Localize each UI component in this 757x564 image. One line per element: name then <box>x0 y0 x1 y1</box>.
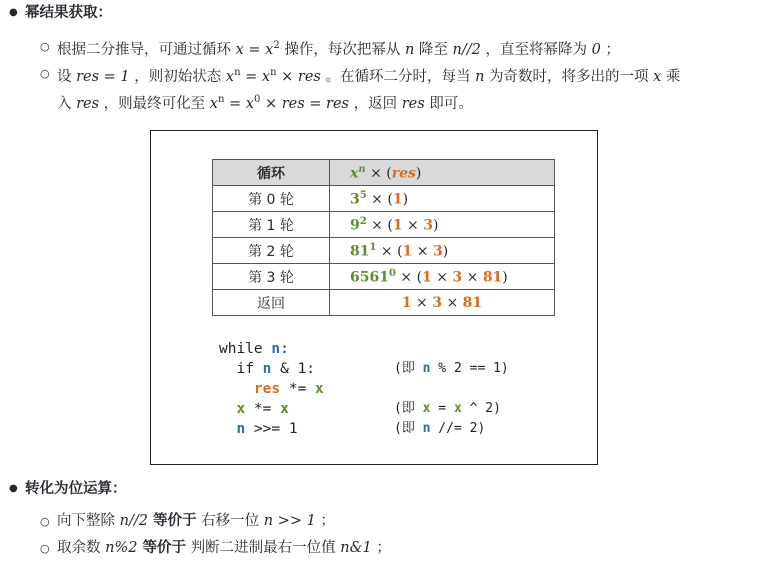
power-step-2-line-2 <box>57 90 473 114</box>
expr-op: × ( <box>376 243 403 260</box>
code-token: x <box>453 401 462 416</box>
code-token: = <box>430 401 454 416</box>
code-token: (即 <box>394 361 423 376</box>
expr-op: × <box>411 294 433 311</box>
round-expr <box>330 212 555 238</box>
round-label: 第 0 轮 <box>213 186 330 212</box>
hdr-res: res <box>391 165 416 182</box>
expr-factor: 81 <box>482 269 503 286</box>
text: 。在循环二分时，每当 <box>320 68 476 85</box>
expr-op: × <box>412 243 433 260</box>
code-token: ^ 2) <box>461 401 501 416</box>
math-part: × res <box>276 68 321 85</box>
text: ； <box>371 540 391 556</box>
text: 操作，每次把幂从 <box>279 41 405 58</box>
expr-factor: 3 <box>423 217 433 234</box>
code-token: x <box>236 401 246 417</box>
math: n >> 1 <box>263 513 316 529</box>
math-sup: 0 <box>253 94 261 105</box>
text: 乘 <box>661 68 681 85</box>
table-body <box>213 186 555 290</box>
bold-text: 等价于 <box>147 513 197 529</box>
expr-op: ) <box>442 243 449 260</box>
text: ，返回 <box>349 95 402 112</box>
code-token <box>219 381 254 397</box>
bullet-circle: ○ <box>40 67 50 80</box>
text: ； <box>600 41 620 58</box>
text: 降至 <box>414 41 453 58</box>
round-expr <box>330 186 555 212</box>
bullet-dot: ● <box>9 7 18 18</box>
text: ； <box>315 513 335 529</box>
math: 0 <box>591 41 601 58</box>
bullet-circle: ○ <box>40 542 50 555</box>
math: n&1 <box>340 540 372 556</box>
text: 向下整除 <box>57 513 120 529</box>
code-token: >>= 1 <box>245 421 298 437</box>
round-label: 第 3 轮 <box>213 264 330 290</box>
expr-base: 81 <box>350 243 370 260</box>
hdr-rest: × ( <box>365 165 392 182</box>
math: n <box>404 41 415 58</box>
text: ，则最终可化至 <box>99 95 210 112</box>
code-token <box>219 421 236 437</box>
expr-op: × <box>402 217 424 234</box>
code-token: : <box>280 341 289 357</box>
expr-factor: 1 <box>392 191 403 208</box>
table-row <box>213 186 555 212</box>
math-sup: n <box>270 67 277 78</box>
bitop-item-1 <box>57 511 335 531</box>
table-row <box>213 238 555 264</box>
power-figure <box>150 130 598 465</box>
code-token: *= <box>245 401 281 417</box>
comment-line-2 <box>394 359 509 379</box>
code-token: (即 <box>394 421 423 436</box>
math-sup: n <box>234 67 241 78</box>
text: 为奇数时，将多出的一项 <box>484 68 654 85</box>
power-table <box>212 159 555 316</box>
expr-factor: 1 <box>422 269 432 286</box>
math: res = 1 <box>76 68 130 85</box>
header-loop: 循环 <box>213 160 330 186</box>
math-sup: n <box>217 94 225 105</box>
math <box>226 69 321 85</box>
code-token: % 2 == 1) <box>430 361 509 376</box>
code-token: n <box>236 421 246 437</box>
expr-sup: 0 <box>388 267 396 279</box>
math: res <box>401 95 425 112</box>
math: res <box>76 95 100 112</box>
expr-op: ) <box>432 217 439 234</box>
math: n//2 <box>452 41 481 58</box>
code-token: & 1: <box>271 361 316 377</box>
expr-op: × <box>462 269 483 286</box>
section-heading-bitops: 转化为位运算： <box>25 481 127 497</box>
math: n <box>475 68 485 85</box>
expr-factor: 1 <box>401 294 412 311</box>
code-token: *= <box>280 381 316 397</box>
return-expr <box>330 290 555 316</box>
code-token: if <box>219 361 263 377</box>
round-label: 第 2 轮 <box>213 238 330 264</box>
expr-op: × <box>442 294 463 311</box>
hdr-close: ) <box>415 165 422 182</box>
expr-op: × <box>431 269 453 286</box>
text: 即可。 <box>424 95 473 112</box>
power-step-1 <box>57 36 620 60</box>
text: 入 <box>57 95 77 112</box>
section-heading-power: 幂结果获取： <box>25 5 112 21</box>
expr-factor: 1 <box>402 243 413 260</box>
text: 根据二分推导，可通过循环 <box>57 41 236 58</box>
code-token: while <box>219 341 272 357</box>
code-token: n <box>271 341 281 357</box>
code-token: n <box>422 421 431 436</box>
code-token: res <box>253 381 281 397</box>
bullet-circle: ○ <box>40 40 50 53</box>
round-label: 第 1 轮 <box>213 212 330 238</box>
code-token: (即 <box>394 401 423 416</box>
expr-op: ) <box>402 191 409 208</box>
expr-base: 9 <box>350 217 360 234</box>
expr-sup: 1 <box>369 241 377 253</box>
text: ，则初始状态 <box>129 68 226 85</box>
math-part: = x <box>240 68 271 85</box>
expr-sup: 5 <box>359 189 367 201</box>
expr-factor: 3 <box>432 294 442 311</box>
code-token: x <box>422 401 431 416</box>
table-row <box>213 264 555 290</box>
math <box>210 96 349 112</box>
round-expr <box>330 238 555 264</box>
math: x <box>653 68 662 85</box>
text: 取余数 <box>57 540 106 556</box>
round-expr <box>330 264 555 290</box>
table-header-row <box>213 160 555 186</box>
text: 右移一位 <box>196 513 264 529</box>
text: 设 <box>57 68 77 85</box>
math-sup: 2 <box>273 40 280 51</box>
bold-text: 等价于 <box>137 540 187 556</box>
comment-line-4 <box>394 399 501 419</box>
code-token: x <box>280 401 289 417</box>
math-part: x <box>209 95 218 112</box>
math-part: x <box>225 68 235 85</box>
code-block <box>219 339 324 439</box>
expr-base: 3 <box>350 191 360 208</box>
expr-op: × ( <box>366 191 393 208</box>
bullet-circle: ○ <box>40 515 50 528</box>
expr-factor: 1 <box>392 217 403 234</box>
code-token <box>219 401 236 417</box>
math-part: × res = res <box>260 95 350 112</box>
header-expr <box>330 160 555 186</box>
expr-op: × ( <box>366 217 393 234</box>
expr-op: ) <box>502 269 508 286</box>
hdr-base: x <box>350 165 359 182</box>
code-token: n <box>422 361 431 376</box>
bitop-item-2 <box>57 538 391 558</box>
expr-sup: 2 <box>359 215 367 227</box>
expr-base: 6561 <box>350 269 389 286</box>
table-return-row <box>213 290 555 316</box>
table-row <box>213 212 555 238</box>
math-part: x = x <box>235 41 274 58</box>
math: n//2 <box>119 513 148 529</box>
code-token: x <box>315 381 324 397</box>
text: ，直至将幂降为 <box>480 41 592 58</box>
code-token: //= 2) <box>430 421 486 436</box>
bullet-dot: ● <box>9 483 18 494</box>
comment-line-5 <box>394 419 485 439</box>
text: 判断二进制最右一位值 <box>186 540 341 556</box>
expr-factor: 81 <box>462 294 483 311</box>
return-label: 返回 <box>213 290 330 316</box>
expr-factor: 3 <box>432 243 443 260</box>
math-part: = x <box>224 95 254 112</box>
power-step-2-line-1 <box>57 63 680 87</box>
code-token: n <box>262 361 272 377</box>
expr-op: × ( <box>395 269 423 286</box>
expr-factor: 3 <box>452 269 463 286</box>
math: n%2 <box>105 540 138 556</box>
math <box>236 42 280 58</box>
hdr-sup: n <box>358 163 366 175</box>
